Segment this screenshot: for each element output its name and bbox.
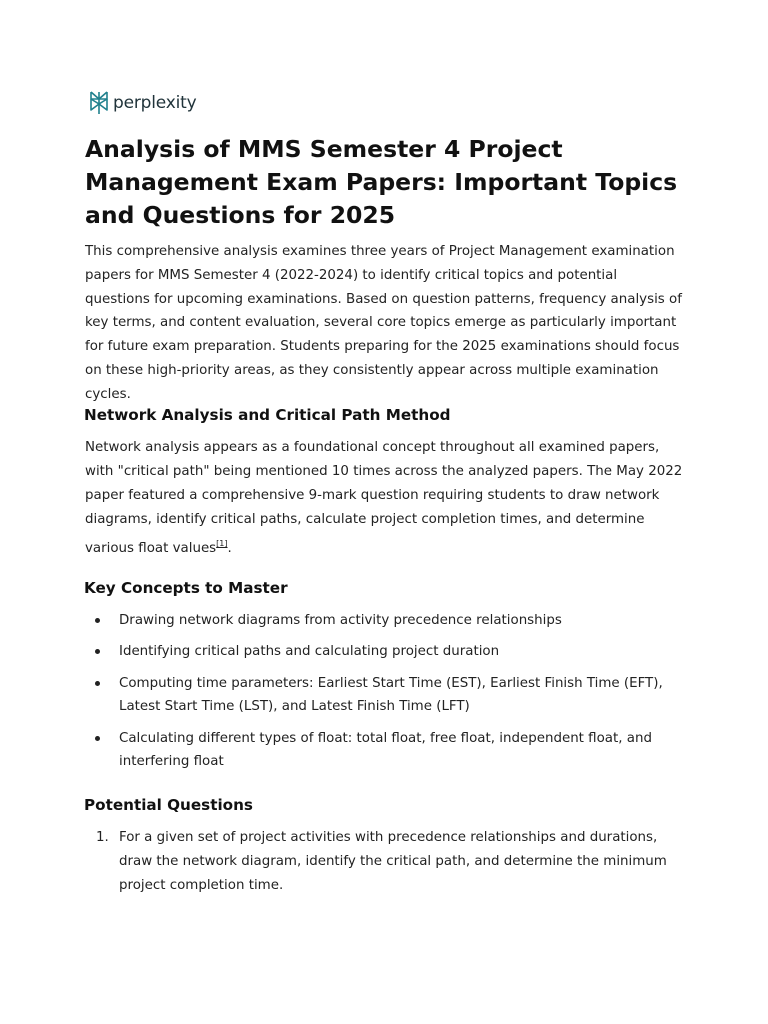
list-item-text: For a given set of project activities with precedence relationships and durations, draw the network diagram, identify the critical path, and determine the minimum project completion time. [119,830,667,893]
list-item-text: Identifying critical paths and calculating project duration [119,644,500,660]
list-item-text: Drawing network diagrams from activity precedence relationships [119,613,562,628]
key-concepts-list [85,609,685,782]
bullet-icon [95,618,100,623]
potential-questions-list [85,826,685,905]
list-item [85,727,685,775]
network-analysis-text: Network analysis appears as a foundational concept throughout all examined papers, with "critical path" being mentioned 10 times across the analyzed papers. The May 2022 paper featured a comprehensive 9-mark question requiring students to draw network diagrams, identify critical paths, calculate project completion times, and determine various float values [85,440,683,556]
list-item-number: 1. [96,830,109,845]
perplexity-wordmark: perplexity [113,93,197,113]
bullet-icon [95,736,100,741]
list-item [85,826,685,897]
network-analysis-paragraph [85,436,685,561]
network-analysis-period: . [227,540,232,556]
page-title: Analysis of MMS Semester 4 Project Management Exam Papers: Important Topics and Questions for 2025 [85,135,678,229]
citation-link[interactable]: [1] [216,538,228,548]
key-concepts-heading: Key Concepts to Master [84,579,288,597]
list-item [85,609,685,633]
intro-paragraph: This comprehensive analysis examines three years of Project Management examination papers for MMS Semester 4 (2022-2024) to identify critical topics and potential questions for upcoming examinations. Based on question patterns, frequency analysis of key terms, and content evaluation, several core topics emerge as particularly important for future exam preparation. Students preparing for the 2025 examinations should focus on these high-priority areas, as they consistently appear across multiple examination cycles. [85,244,682,402]
network-analysis-heading: Network Analysis and Critical Path Method [84,406,451,424]
list-item-text: Computing time parameters: Earliest Start Time (EST), Earliest Finish Time (EFT), Latest Start Time (LST), and Latest Finish Time (LFT) [119,675,663,715]
list-item [85,672,685,720]
potential-questions-heading: Potential Questions [84,796,253,814]
list-item-text: Calculating different types of float: total float, free float, independent float, and interfering float [119,730,652,770]
bullet-icon [95,649,100,654]
perplexity-logo[interactable] [89,90,196,116]
perplexity-logo-icon [89,91,109,115]
list-item [85,640,685,664]
bullet-icon [95,681,100,686]
